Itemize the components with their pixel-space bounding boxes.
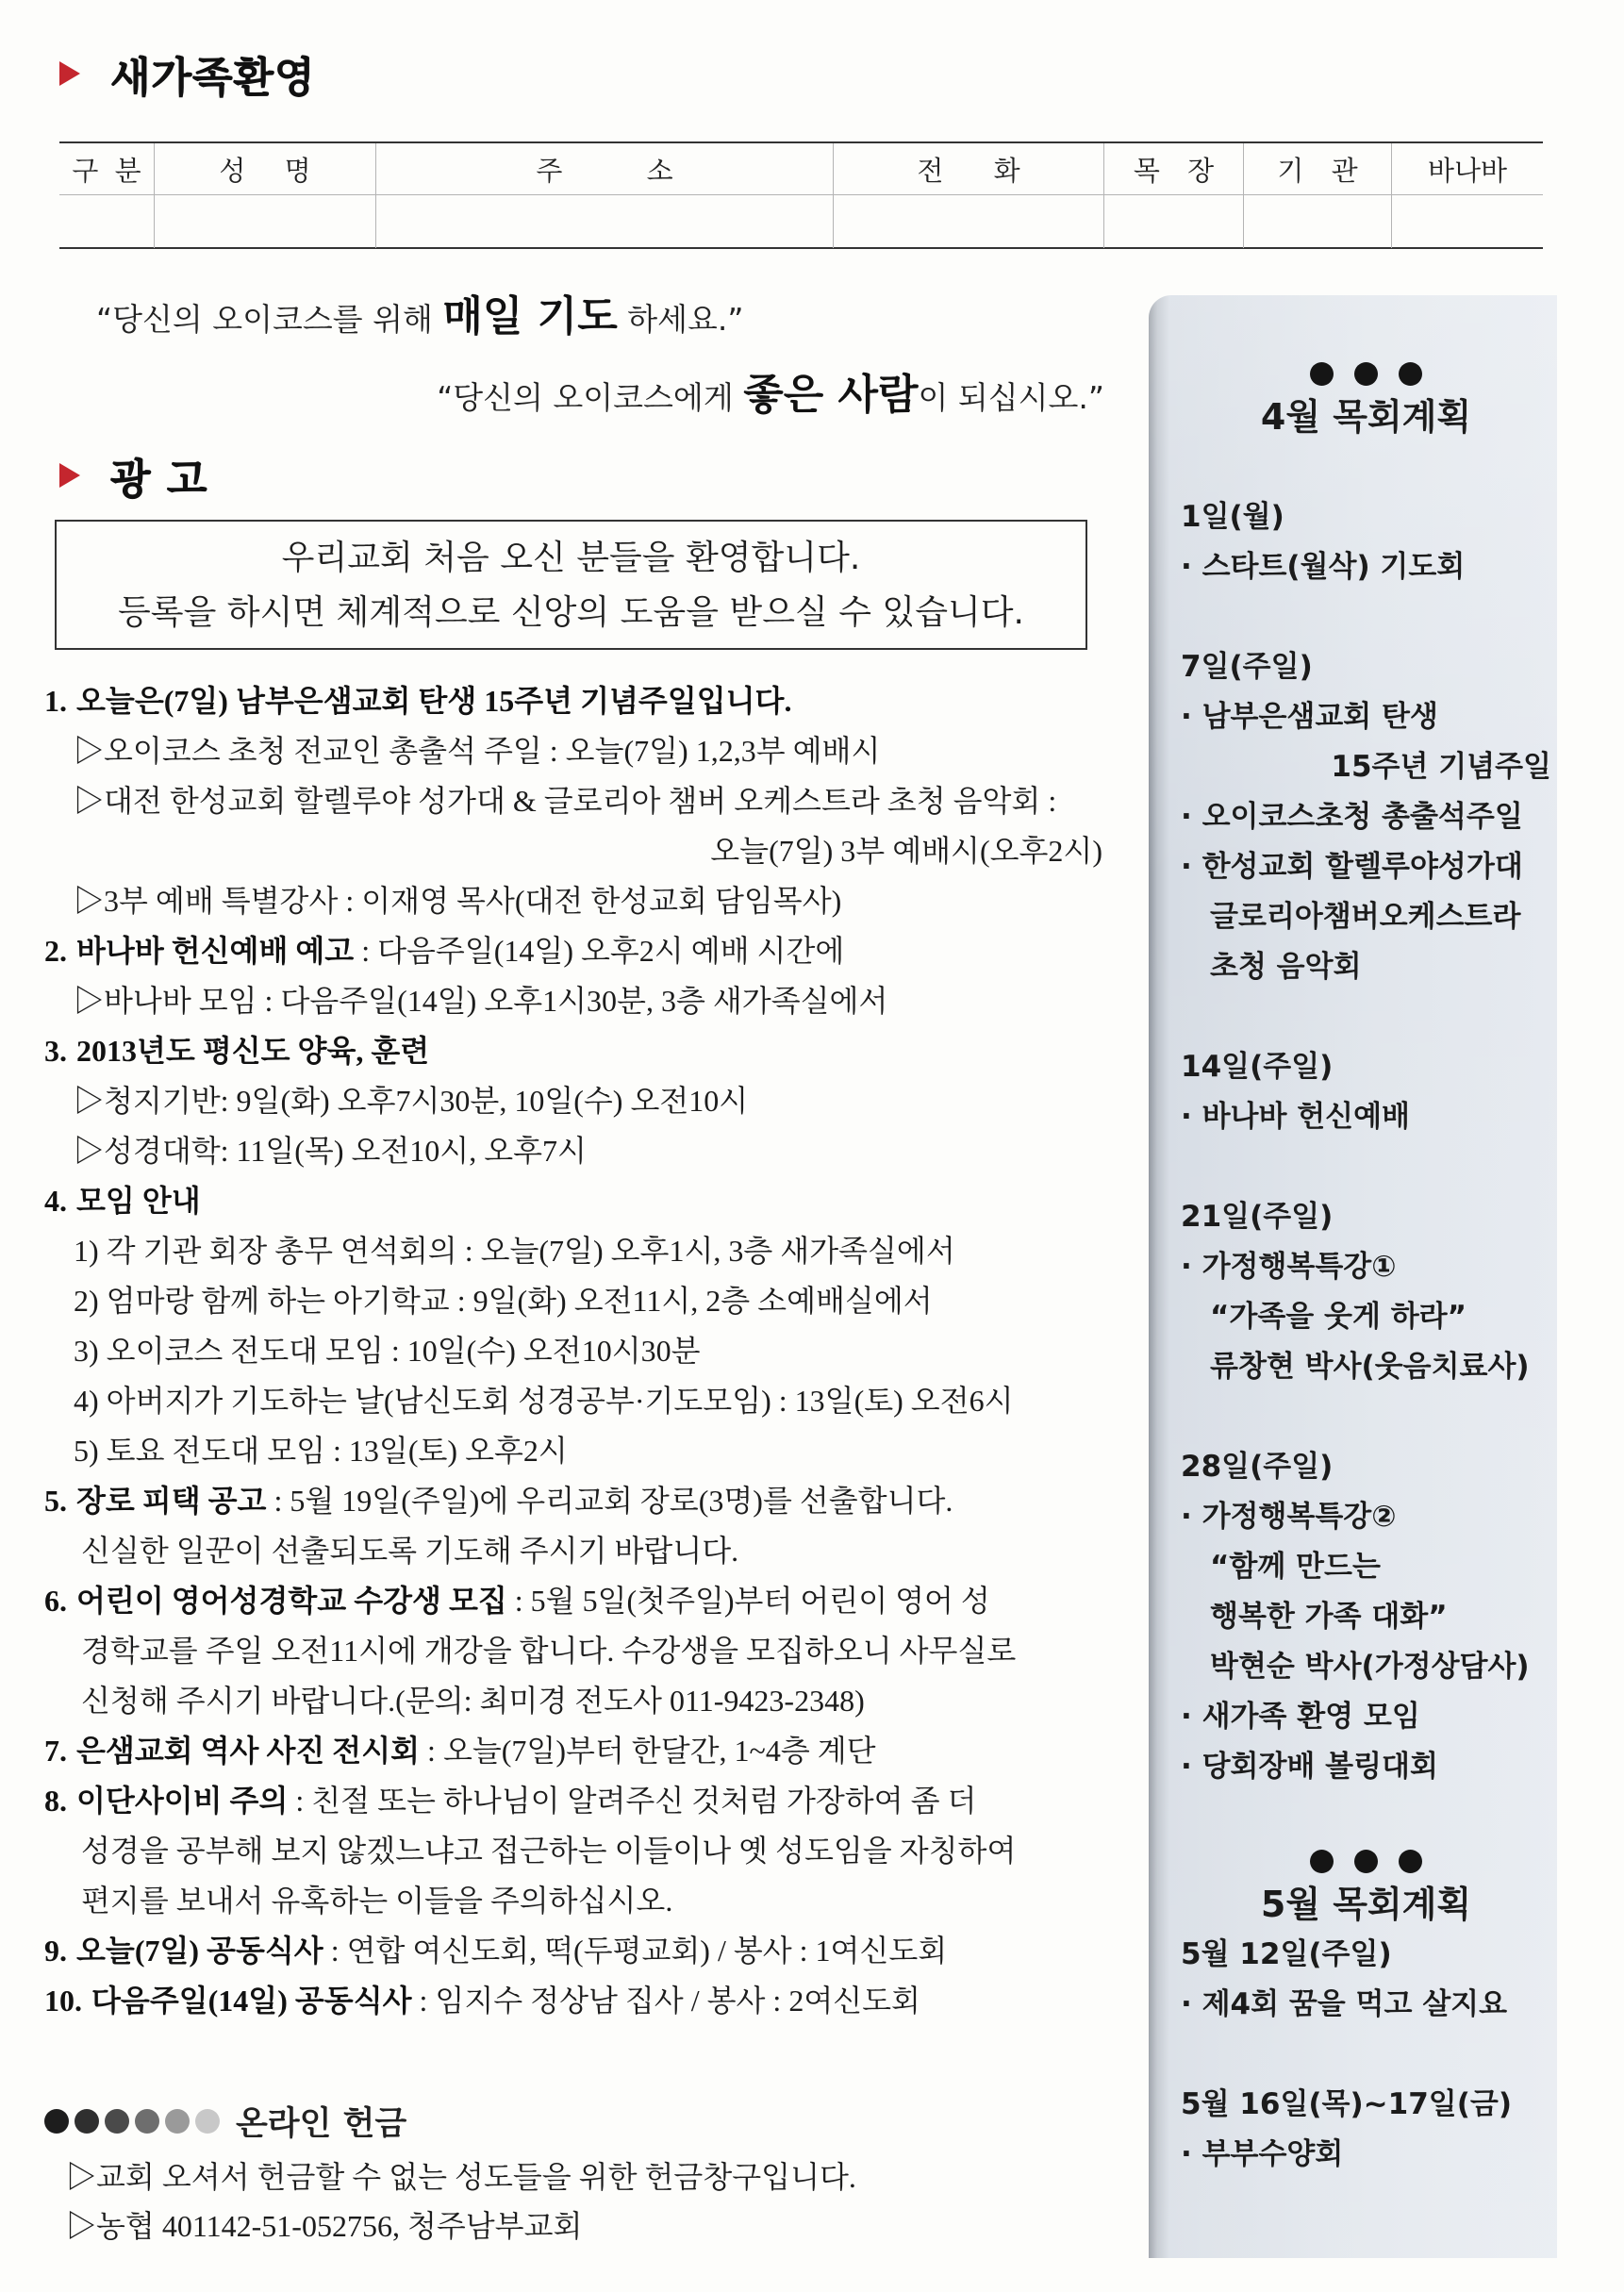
online-giving-details xyxy=(66,2152,856,2250)
monthly-plan xyxy=(1181,1842,1551,2180)
item-heading: 바나바 헌신예배 예고 xyxy=(76,934,355,968)
sub-item: 3) 오이코스 전도대 모임 : 10일(수) 오전10시30분 xyxy=(74,1334,701,1368)
item-continuation: 성경을 공부해 보지 않겠느냐고 접근하는 이들이나 옛 성도임을 자칭하여 xyxy=(81,1834,1017,1868)
sub-item: ▷대전 한성교회 할렐루야 성가대 & 글로리아 챔버 오케스트라 초청 음악회 : xyxy=(74,784,1057,818)
item-heading: 다음주일(14일) 공동식사 xyxy=(91,1984,412,2018)
plan-date: 7일(주일) xyxy=(1181,650,1313,684)
quote-emphasis: 좋은 사람 xyxy=(743,371,919,419)
announcement-item xyxy=(44,1726,1102,1776)
plan-event: · 당회장배 볼링대회 xyxy=(1181,1750,1438,1784)
sub-item-continuation: 오늘(7일) 3부 예배시(오후2시) xyxy=(710,834,1102,868)
plan-date-group xyxy=(1181,1042,1551,1142)
item-heading: 2013년도 평신도 양육, 훈련 xyxy=(76,1034,430,1068)
column-header-category: 구 분 xyxy=(59,143,155,194)
announcement-item xyxy=(44,676,1102,726)
plan-date: 28일(주일) xyxy=(1181,1450,1334,1484)
plan-date: 1일(월) xyxy=(1181,500,1284,534)
plan-event-continuation: 행복한 가족 대화” xyxy=(1210,1600,1448,1634)
plan-event: · 새가족 환영 모임 xyxy=(1181,1700,1420,1734)
sub-item: 5) 토요 전도대 모임 : 13일(토) 오후2시 xyxy=(74,1434,568,1468)
sub-item: 4) 아버지가 기도하는 날(남신도회 성경공부·기도모임) : 13일(토) 오전6시 xyxy=(74,1384,1014,1418)
item-text: : 5월 19일(주일)에 우리교회 장로(3명)를 선출합니다. xyxy=(266,1484,953,1518)
table-cell xyxy=(834,195,1104,248)
plan-date-group xyxy=(1181,492,1551,592)
announcements-heading xyxy=(59,447,207,504)
announcement-item xyxy=(44,1976,1102,2026)
item-number: 9. xyxy=(44,1934,67,1968)
item-number: 7. xyxy=(44,1734,67,1768)
dot-ornament-icon xyxy=(165,2109,190,2134)
plan-date: 5월 16일(목)~17일(금) xyxy=(1181,2087,1513,2121)
announcement-item xyxy=(44,1776,1102,1826)
item-number: 3. xyxy=(44,1034,67,1068)
dots-ornament xyxy=(1181,355,1551,392)
online-giving-line: ▷농협 401142-51-052756, 청주남부교회 xyxy=(66,2209,583,2243)
quote-text: 이 되십시오.” xyxy=(918,379,1104,416)
item-heading: 오늘은(7일) 남부은샘교회 탄생 15주년 기념주일입니다. xyxy=(76,684,792,718)
plan-title: 5월 목회계획 xyxy=(1260,1884,1472,1925)
quote-line xyxy=(437,367,1104,424)
plan-event-continuation: 박현순 박사(가정상담사) xyxy=(1210,1650,1530,1684)
sub-item: ▷3부 예배 특별강사 : 이재영 목사(대전 한성교회 담임목사) xyxy=(74,884,842,918)
item-heading: 오늘(7일) 공동식사 xyxy=(76,1934,323,1968)
dot-ornament-icon xyxy=(1310,362,1334,386)
table-cell xyxy=(376,195,834,248)
plan-event: · 스타트(월삭) 기도회 xyxy=(1181,550,1466,584)
table-row xyxy=(59,195,1543,248)
monthly-plan xyxy=(1181,355,1551,1792)
item-text: : 오늘(7일)부터 한달간, 1~4층 계단 xyxy=(420,1734,876,1768)
plan-event: · 부부수양회 xyxy=(1181,2137,1344,2171)
sub-item: 2) 엄마랑 함께 하는 아기학교 : 9일(화) 오전11시, 2층 소예배실에서 xyxy=(74,1284,933,1318)
plan-date-group xyxy=(1181,642,1551,992)
online-giving-heading xyxy=(44,2096,406,2146)
dot-ornament-icon xyxy=(1354,1850,1378,1873)
table-cell xyxy=(1392,195,1543,248)
item-number: 4. xyxy=(44,1184,67,1218)
plan-event-continuation: 글로리아챔버오케스트라 xyxy=(1210,900,1521,934)
item-text: : 연합 여신도회, 떡(두평교회) / 봉사 : 1여신도회 xyxy=(323,1934,948,1968)
announcement-item xyxy=(44,1576,1102,1626)
item-number: 6. xyxy=(44,1584,67,1618)
plan-date-group xyxy=(1181,1930,1551,2030)
announcement-list xyxy=(44,676,1102,2026)
column-header-name: 성 명 xyxy=(155,143,376,194)
dot-ornament-icon xyxy=(195,2109,220,2134)
plan-event-continuation: “가족을 웃게 하라” xyxy=(1210,1300,1467,1334)
dot-ornament-icon xyxy=(1310,1850,1334,1873)
item-heading: 이단사이비 주의 xyxy=(76,1784,289,1818)
new-family-table xyxy=(59,141,1543,249)
item-continuation: 신실한 일꾼이 선출되도록 기도해 주시기 바랍니다. xyxy=(81,1534,739,1568)
quote-line xyxy=(96,289,743,345)
triangle-bullet-icon xyxy=(59,61,80,86)
table-cell xyxy=(155,195,376,248)
plan-event: · 남부은샘교회 탄생 xyxy=(1181,700,1438,734)
table-cell xyxy=(1244,195,1392,248)
dot-ornament-icon xyxy=(105,2109,129,2134)
quote-text: “당신의 오이코스에게 xyxy=(437,379,744,416)
table-header-row xyxy=(59,143,1543,195)
plan-date-group xyxy=(1181,1192,1551,1392)
item-heading: 어린이 영어성경학교 수강생 모집 xyxy=(76,1584,507,1618)
item-text: : 친절 또는 하나님이 알려주신 것처럼 가장하여 좀 더 xyxy=(288,1784,977,1818)
plan-event: · 가정행복특강② xyxy=(1181,1500,1397,1534)
plan-date-group xyxy=(1181,2080,1551,2180)
quote-text: “당신의 오이코스를 위해 xyxy=(96,301,443,338)
plan-date-group xyxy=(1181,1442,1551,1792)
item-text: : 5월 5일(첫주일)부터 어린이 영어 성 xyxy=(506,1584,990,1618)
sub-item: ▷청지기반: 9일(화) 오후7시30분, 10일(수) 오전10시 xyxy=(74,1084,749,1118)
notice-line: 우리교회 처음 오신 분들을 환영합니다. xyxy=(281,539,861,577)
item-number: 1. xyxy=(44,684,67,718)
plan-event-continuation: 15주년 기념주일 xyxy=(1331,750,1551,784)
item-text: : 임지수 정상남 집사 / 봉사 : 2여신도회 xyxy=(411,1984,920,2018)
item-heading: 장로 피택 공고 xyxy=(76,1484,267,1518)
quote-text: 하세요.” xyxy=(617,301,744,338)
item-continuation: 편지를 보내서 유혹하는 이들을 주의하십시오. xyxy=(81,1884,673,1918)
announcement-item xyxy=(44,1176,1102,1226)
item-number: 10. xyxy=(44,1984,82,2018)
sub-item: ▷바나바 모임 : 다음주일(14일) 오후1시30분, 3층 새가족실에서 xyxy=(74,984,888,1018)
new-family-title: 새가족환영 xyxy=(110,54,316,102)
announcement-item xyxy=(44,1026,1102,1076)
item-continuation: 신청해 주시기 바랍니다.(문의: 최미경 전도사 011-9423-2348) xyxy=(81,1684,865,1718)
item-number: 5. xyxy=(44,1484,67,1518)
plan-event: · 가정행복특강① xyxy=(1181,1250,1397,1284)
item-number: 8. xyxy=(44,1784,67,1818)
plan-date: 21일(주일) xyxy=(1181,1200,1334,1234)
announcements-title: 광 고 xyxy=(110,456,208,504)
plan-list xyxy=(1181,355,1551,2180)
plan-event-continuation: 류창현 박사(웃음치료사) xyxy=(1210,1350,1530,1384)
plan-event-continuation: 초청 음악회 xyxy=(1210,950,1362,984)
notice-line: 등록을 하시면 체계적으로 신앙의 도움을 받으실 수 있습니다. xyxy=(118,593,1024,632)
new-family-heading xyxy=(59,45,316,102)
table-cell xyxy=(1104,195,1244,248)
dot-ornament-icon xyxy=(44,2109,69,2134)
sub-item: ▷오이코스 초청 전교인 총출석 주일 : 오늘(7일) 1,2,3부 예배시 xyxy=(74,734,881,768)
column-header-phone: 전 화 xyxy=(834,143,1104,194)
column-header-barnabas: 바나바 xyxy=(1427,154,1508,187)
plan-event-continuation: “함께 만드는 xyxy=(1210,1550,1381,1584)
dot-ornament-icon xyxy=(1399,362,1422,386)
dot-ornament-icon xyxy=(1354,362,1378,386)
triangle-bullet-icon xyxy=(59,463,80,488)
plan-event: · 오이코스초청 총출석주일 xyxy=(1181,800,1523,834)
announcement-item xyxy=(44,1476,1102,1526)
online-giving-line: ▷교회 오셔서 헌금할 수 없는 성도들을 위한 헌금창구입니다. xyxy=(66,2160,856,2194)
plan-date: 5월 12일(주일) xyxy=(1181,1937,1392,1971)
dot-ornament-icon xyxy=(75,2109,99,2134)
plan-event: · 바나바 헌신예배 xyxy=(1181,1100,1410,1134)
column-header-address: 주 소 xyxy=(376,143,834,194)
column-header-cell-group: 목 장 xyxy=(1104,143,1244,194)
plan-date: 14일(주일) xyxy=(1181,1050,1334,1084)
sub-item: 1) 각 기관 회장 총무 연석회의 : 오늘(7일) 오후1시, 3층 새가족실에서 xyxy=(74,1234,955,1268)
announcement-item xyxy=(44,1926,1102,1976)
item-heading: 모임 안내 xyxy=(76,1184,201,1218)
item-number: 2. xyxy=(44,934,67,968)
dots-ornament xyxy=(1181,1842,1551,1880)
dot-ornament-icon xyxy=(1399,1850,1422,1873)
announcement-item xyxy=(44,926,1102,976)
item-text: : 다음주일(14일) 오후2시 예배 시간에 xyxy=(354,934,845,968)
welcome-notice-box xyxy=(55,520,1087,650)
plan-title: 4월 목회계획 xyxy=(1260,396,1472,438)
plan-event: · 제4회 꿈을 먹고 살지요 xyxy=(1181,1987,1508,2021)
quote-emphasis: 매일 기도 xyxy=(442,292,618,340)
ministry-plan-sidebar xyxy=(1149,295,1557,2258)
plan-event: · 한성교회 할렐루야성가대 xyxy=(1181,850,1523,884)
table-cell xyxy=(59,195,155,248)
item-continuation: 경학교를 주일 오전11시에 개강을 합니다. 수강생을 모집하오니 사무실로 xyxy=(81,1634,1017,1668)
item-heading: 은샘교회 역사 사진 전시회 xyxy=(76,1734,421,1768)
sub-item: ▷성경대학: 11일(목) 오전10시, 오후7시 xyxy=(74,1134,587,1168)
online-giving-title: 온라인 헌금 xyxy=(236,2104,407,2143)
dot-ornament-icon xyxy=(135,2109,159,2134)
column-header-organization: 기 관 xyxy=(1244,143,1392,194)
